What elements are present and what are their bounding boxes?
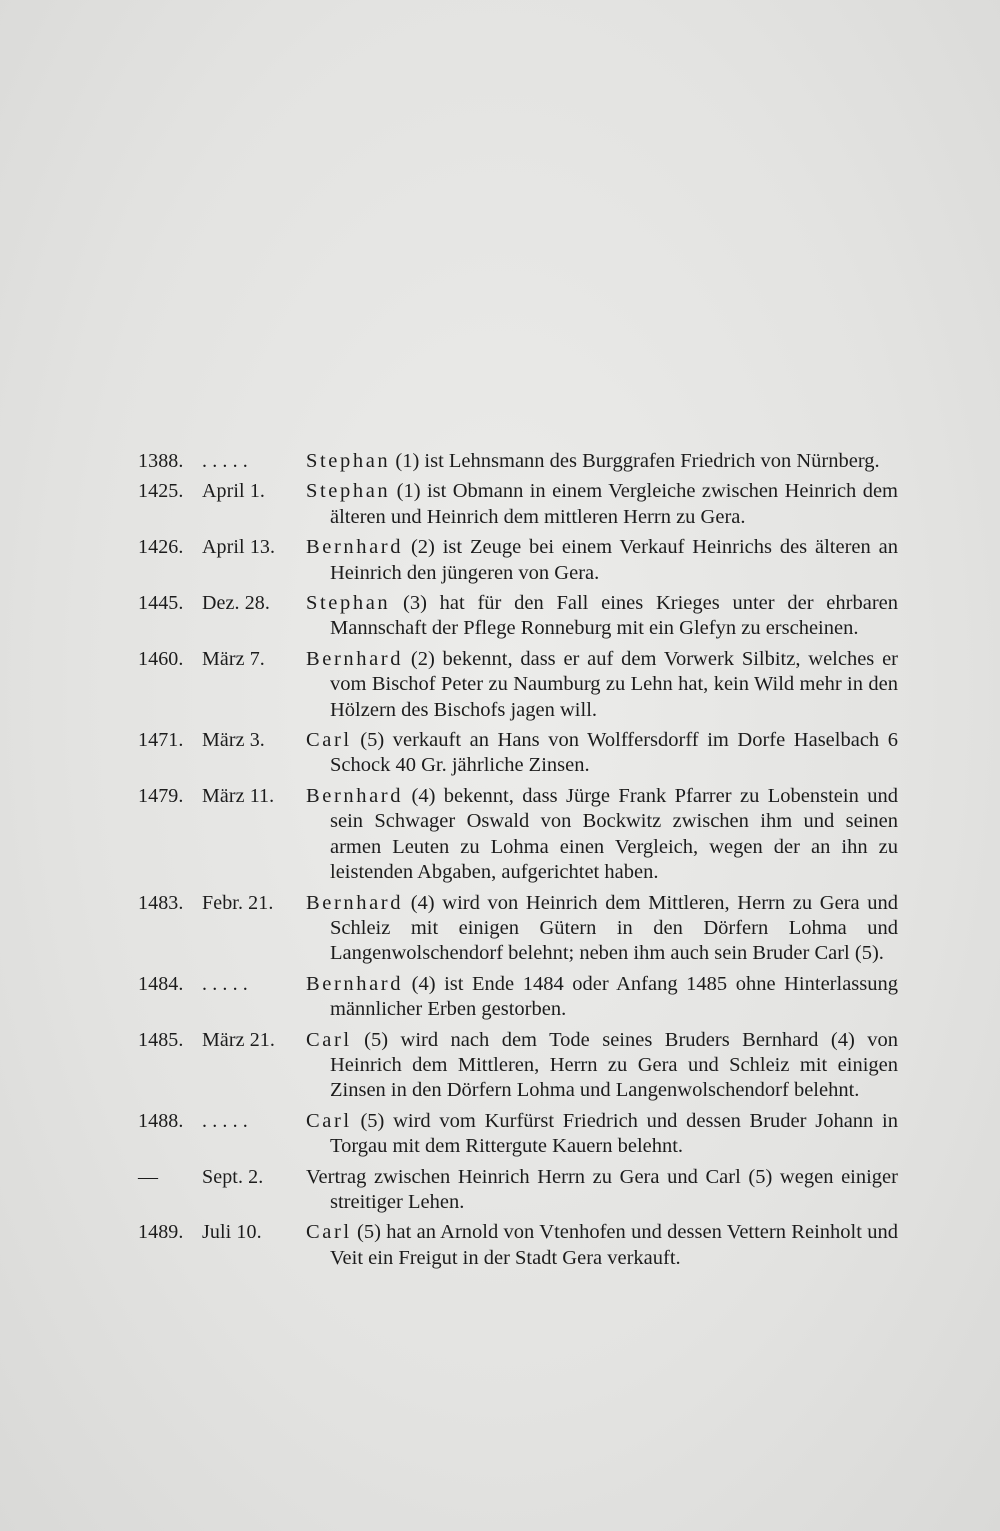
person-name: Bernhard	[306, 784, 404, 807]
entry-text	[306, 784, 898, 886]
entry-text	[306, 591, 898, 642]
entry-day: März 3.	[202, 729, 265, 752]
entry-text	[306, 891, 898, 967]
person-name: Stephan	[306, 592, 391, 615]
entry-day: März 21.	[202, 1028, 275, 1051]
entry-date	[138, 1165, 306, 1190]
entry-year: 1479.	[138, 784, 184, 807]
entry-date	[138, 972, 306, 997]
chronicle-entry	[138, 784, 898, 886]
chronicle-entry	[138, 1220, 898, 1271]
entry-description: (1) ist Lehnsmann des Burggrafen Friedrich von Nürnberg.	[390, 450, 880, 472]
entry-year: —	[138, 1165, 159, 1188]
entry-day: . . . . .	[202, 972, 248, 995]
chronicle-entry	[138, 647, 898, 723]
entry-date	[138, 535, 306, 560]
entry-text	[306, 479, 898, 530]
entry-year: 1426.	[138, 536, 184, 559]
person-name: Carl	[306, 1221, 352, 1244]
entry-description: (5) hat an Arnold von Vtenhofen und dessen Vettern Reinholt und Veit ein Freigut in der Stadt Gera verkauft.	[330, 1221, 898, 1269]
entry-text	[306, 1220, 898, 1271]
entry-text	[306, 1165, 898, 1216]
entry-year: 1488.	[138, 1109, 184, 1132]
entry-description: (1) ist Obmann in einem Vergleiche zwischen Heinrich dem älteren und Heinrich dem mittleren Herrn zu Gera.	[330, 480, 898, 528]
entry-text	[306, 647, 898, 723]
entry-description: (5) wird nach dem Tode seines Bruders Bernhard (4) von Heinrich dem Mittleren, Herrn zu Gera und Schleiz mit einigen Zinsen in den Dörfern Lohma und Langenwolschendorf belehnt.	[330, 1028, 898, 1102]
entry-year: 1425.	[138, 480, 184, 503]
entry-day: Juli 10.	[202, 1221, 262, 1244]
entry-day: April 13.	[202, 536, 276, 559]
entry-text	[306, 535, 898, 586]
chronicle-entry	[138, 1109, 898, 1160]
entry-description: (2) bekennt, dass er auf dem Vorwerk Silbitz, welches er vom Bischof Peter zu Naumburg zu Lehn hat, kein Wild mehr in den Hölzern des Bischofs jagen will.	[330, 647, 898, 721]
entry-date	[138, 891, 306, 916]
entry-text	[306, 1028, 898, 1104]
entry-description: (4) ist Ende 1484 oder Anfang 1485 ohne Hinterlassung männlicher Erben gestorben.	[330, 972, 898, 1021]
entry-description: (2) ist Zeuge bei einem Verkauf Heinrichs des älteren an Heinrich den jüngeren von Gera.	[330, 536, 898, 584]
chronicle-entry	[138, 479, 898, 530]
entry-day: Febr. 21.	[202, 891, 274, 914]
entry-text	[306, 1109, 898, 1160]
entry-date	[138, 591, 306, 616]
chronicle-entry	[138, 1028, 898, 1104]
entry-day: April 1.	[202, 480, 266, 503]
entry-date	[138, 647, 306, 672]
entry-year: 1471.	[138, 729, 184, 752]
entry-text	[306, 728, 898, 779]
chronicle-entry	[138, 972, 898, 1023]
entry-day: März 11.	[202, 784, 275, 807]
chronicle-entry	[138, 449, 898, 474]
chronicle-list	[138, 449, 898, 1276]
entry-day: . . . . .	[202, 1109, 248, 1132]
chronicle-entry	[138, 591, 898, 642]
entry-description: (5) wird vom Kurfürst Friedrich und dessen Bruder Johann in Torgau mit dem Rittergute Kauern belehnt.	[330, 1109, 898, 1158]
entry-text	[306, 449, 898, 474]
entry-year: 1483.	[138, 891, 184, 914]
entry-description: (5) verkauft an Hans von Wolffersdorff im Dorfe Haselbach 6 Schock 40 Gr. jährliche Zinsen.	[330, 729, 898, 777]
entry-year: 1484.	[138, 972, 184, 995]
person-name: Carl	[306, 729, 352, 752]
entry-description: (3) hat für den Fall eines Krieges unter der ehrbaren Mannschaft der Pflege Ronneburg mit ein Glefyn zu erscheinen.	[330, 592, 898, 640]
entry-year: 1460.	[138, 647, 184, 670]
entry-year: 1388.	[138, 450, 184, 472]
entry-text	[306, 972, 898, 1023]
entry-date	[138, 479, 306, 504]
entry-day: Sept. 2.	[202, 1165, 264, 1188]
person-name: Bernhard	[306, 647, 404, 670]
entry-description: (4) wird von Heinrich dem Mittleren, Herrn zu Gera und Schleiz mit einigen Gütern in den Dörfern Lohma und Langenwolschendorf belehnt; neben ihm auch sein Bruder Carl (5).	[330, 891, 898, 965]
entry-year: 1445.	[138, 592, 184, 615]
entry-day: Dez. 28.	[202, 592, 270, 615]
entry-date	[138, 1220, 306, 1245]
entry-date	[138, 1109, 306, 1134]
entry-day: März 7.	[202, 647, 265, 670]
entry-date	[138, 728, 306, 753]
person-name: Carl	[306, 1028, 352, 1051]
entry-date	[138, 449, 306, 474]
entry-date	[138, 1028, 306, 1053]
person-name: Stephan	[306, 450, 391, 472]
chronicle-entry	[138, 728, 898, 779]
entry-date	[138, 784, 306, 809]
chronicle-entry	[138, 535, 898, 586]
person-name: Stephan	[306, 480, 391, 503]
entry-description: (4) bekennt, dass Jürge Frank Pfarrer zu Lobenstein und sein Schwager Oswald von Bockwitz zwischen ihm und seinen armen Leuten zu Lohma einen Vergleich, wegen der an ihn zu leistenden Abgaben, aufgerichtet haben.	[330, 784, 898, 884]
entry-day: . . . . .	[202, 450, 248, 472]
chronicle-entry	[138, 891, 898, 967]
entry-year: 1489.	[138, 1221, 184, 1244]
chronicle-entry	[138, 1165, 898, 1216]
entry-description: Vertrag zwischen Heinrich Herrn zu Gera und Carl (5) wegen einiger streitiger Lehen.	[306, 1165, 898, 1213]
person-name: Carl	[306, 1109, 352, 1132]
person-name: Bernhard	[306, 891, 404, 914]
entry-year: 1485.	[138, 1028, 184, 1051]
person-name: Bernhard	[306, 536, 404, 559]
person-name: Bernhard	[306, 972, 404, 995]
